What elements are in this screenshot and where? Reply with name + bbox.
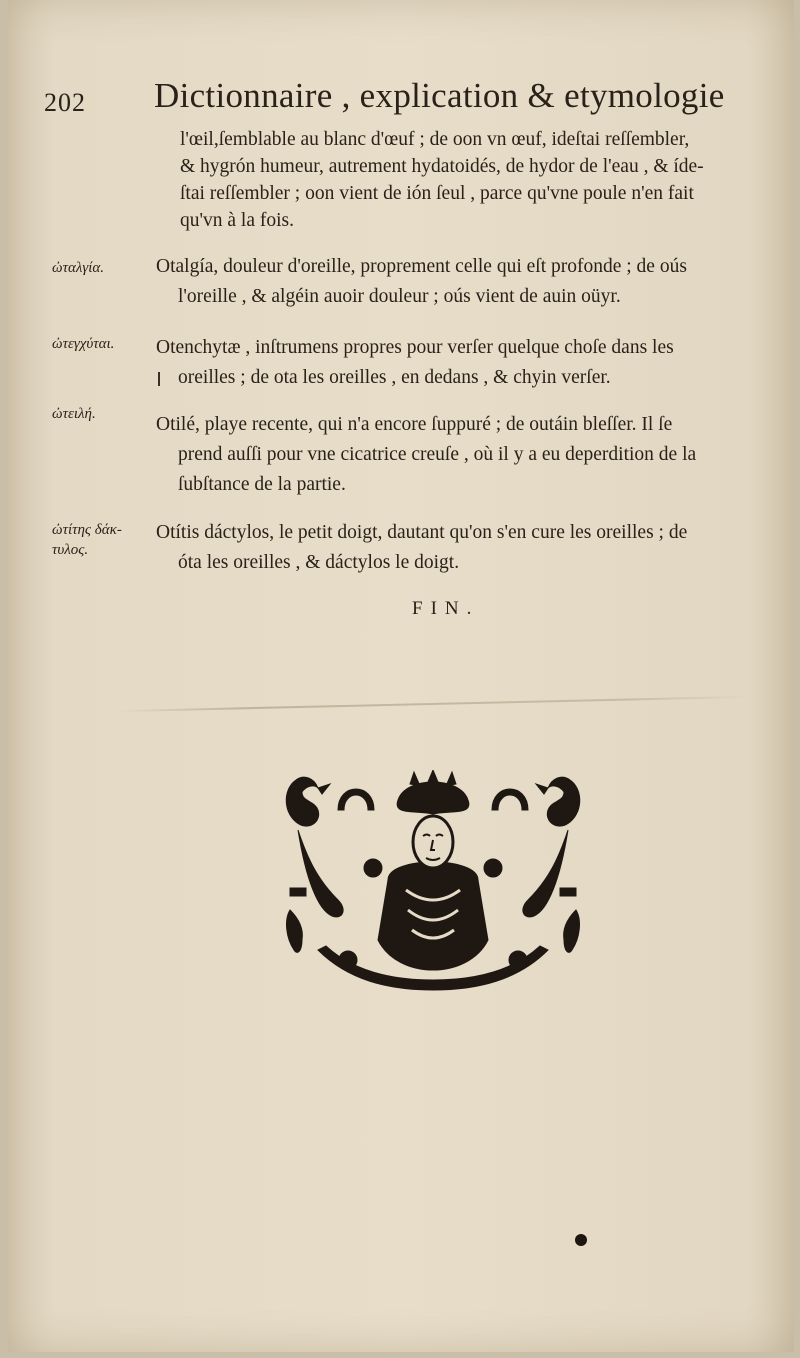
entry-line: l'oreille , & algéin auoir douleur ; oús vient de auin oüyr. [178,286,621,307]
entry-line: oreilles ; de ota les oreilles , en dedans , & chyin verſer. [178,367,611,388]
entry-line: Otenchytæ , inſtrumens propres pour verſer quelque choſe dans les [156,337,674,358]
entry-otitis [156,518,798,578]
margin-greek-otalgia [52,258,104,278]
page-number: 202 [44,88,86,117]
running-head: Dictionnaire , explication & etymologie [154,76,725,115]
greek-term: ὠτίτης δάκ- [52,522,122,538]
entry-line: prend auſſi pour vne cicatrice creuſe , où il y a eu deperdition de la [178,444,697,465]
continuation-text [180,126,760,234]
text-line: l'œil,ſemblable au blanc d'œuf ; de oon vn œuf, ideſtai reſſembler, [180,129,690,150]
margin-greek-otile [52,404,96,424]
greek-term: τυλος. [52,542,89,558]
entry-line: óta les oreilles , & dáctylos le doigt. [178,552,460,573]
ink-dot [575,1234,587,1246]
margin-greek-otitis [52,520,122,560]
entry-line: Otalgía, douleur d'oreille, proprement celle qui eſt profonde ; de oús [156,256,687,277]
text-line: & hygrón humeur, autrement hydatoidés, de hydor de l'eau , & íde- [180,156,704,177]
entry-otalgia [156,252,798,312]
page-fold-crease [118,696,748,712]
margin-greek-otenchytae [52,334,114,354]
text-line: qu'vn à la fois. [180,210,294,231]
entry-line: Otítis dáctylos, le petit doigt, dautant qu'on s'en cure les oreilles ; de [156,522,688,543]
entry-otenchytae [156,333,798,393]
greek-term: ὠτεγχύται. [52,336,115,352]
margin-mark [158,372,160,386]
woodcut-ornament [278,770,588,992]
entry-otile [156,410,798,500]
text-line: ſtai reſſembler ; oon vient de ión ſeul , parce qu'vne poule n'en fait [180,183,694,204]
entry-line: Otilé, playe recente, qui n'a encore ſuppuré ; de outáin bleſſer. Il ſe [156,414,673,435]
greek-term: ὠταλγία. [52,260,105,276]
greek-term: ὠτειλή. [52,406,96,422]
book-page [8,0,794,1352]
entry-line: ſubſtance de la partie. [178,474,346,495]
fin-mark: FIN. [412,598,480,619]
